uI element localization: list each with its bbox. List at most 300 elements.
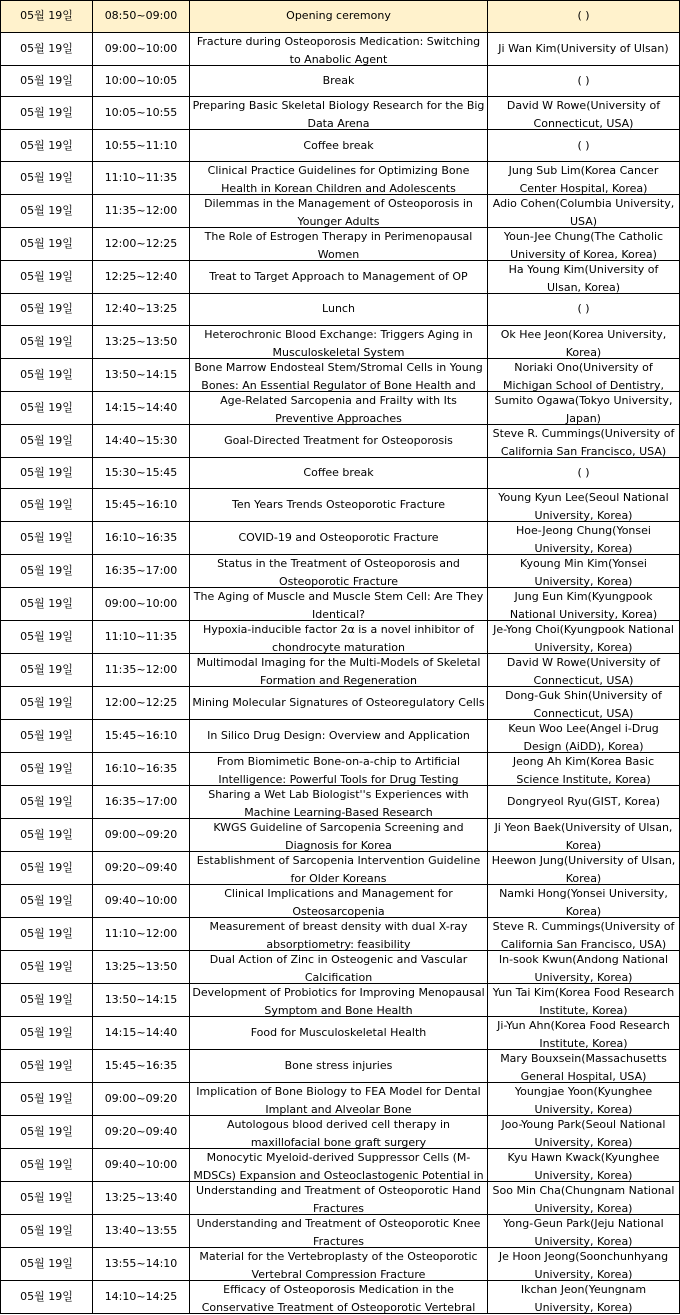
time-cell-text: 09:00~10:00 [104, 597, 178, 611]
title-cell-text: Food for Musculoskeletal Health [250, 1026, 427, 1040]
date-cell-text: 05월 19일 [20, 1092, 73, 1106]
title-cell [190, 720, 488, 753]
time-cell-text: 16:35~17:00 [104, 795, 178, 809]
date-cell-text: 05월 19일 [20, 1257, 73, 1271]
title-cell-text: Autologous blood derived cell therapy in maxillofacial bone graft surgery [226, 1118, 451, 1149]
time-cell [93, 1, 190, 33]
title-cell [190, 687, 488, 720]
date-cell-text: 05월 19일 [20, 1191, 73, 1205]
speaker-cell-text: Kyu Hawn Kwack(Kyunghee University, Korea) [507, 1151, 660, 1182]
time-cell-text: 15:45~16:10 [104, 729, 178, 743]
time-cell [93, 261, 190, 294]
speaker-cell-text: Dong-Guk Shin(University of Connecticut, USA) [505, 689, 662, 720]
time-cell [93, 162, 190, 195]
table-row [1, 1281, 680, 1314]
date-cell [1, 489, 93, 522]
title-cell-text: Bone Marrow Endosteal Stem/Stromal Cells in Young Bones: An Essential Regulator of Bone Health and [194, 360, 483, 391]
time-cell-text: 11:10~12:00 [104, 927, 178, 941]
title-cell [190, 228, 488, 261]
table-row [1, 261, 680, 294]
table-row [1, 358, 680, 391]
title-cell [190, 918, 488, 951]
date-cell [1, 424, 93, 457]
table-row [1, 457, 680, 489]
table-row [1, 522, 680, 555]
title-cell [190, 1149, 488, 1182]
date-cell [1, 984, 93, 1017]
table-row [1, 951, 680, 984]
time-cell-text: 13:25~13:40 [104, 1191, 178, 1205]
time-cell [93, 1017, 190, 1050]
speaker-cell-text: Adio Cohen(Columbia University, USA) [492, 197, 675, 228]
speaker-cell-text: Yun Tai Kim(Korea Food Research Institute, Korea) [492, 986, 675, 1017]
table-row [1, 588, 680, 621]
speaker-cell-text: David W Rowe(University of Connecticut, USA) [506, 656, 661, 687]
table-row [1, 130, 680, 162]
speaker-cell-text: Steve R. Cummings(University of California San Francisco, USA) [492, 920, 675, 951]
date-cell [1, 195, 93, 228]
time-cell-text: 16:10~16:35 [104, 531, 178, 545]
date-cell-text: 05월 19일 [20, 828, 73, 842]
time-cell [93, 1083, 190, 1116]
title-cell-text: Opening ceremony [286, 9, 391, 23]
date-cell-text: 05월 19일 [20, 237, 73, 251]
time-cell [93, 984, 190, 1017]
time-cell [93, 720, 190, 753]
title-cell [190, 1182, 488, 1215]
time-cell-text: 14:15~14:40 [104, 1026, 178, 1040]
table-row [1, 753, 680, 786]
speaker-cell [488, 918, 680, 951]
time-cell-text: 15:45~16:10 [104, 498, 178, 512]
date-cell [1, 261, 93, 294]
title-cell [190, 457, 488, 489]
date-cell-text: 05월 19일 [20, 41, 73, 55]
time-cell [93, 753, 190, 786]
table-row [1, 391, 680, 424]
title-cell [190, 32, 488, 65]
title-cell-text: Efficacy of Osteoporosis Medication in the Conservative Treatment of Osteoporotic Vertebral [201, 1283, 476, 1314]
date-cell-text: 05월 19일 [20, 433, 73, 447]
title-cell-text: Development of Probiotics for Improving Menopausal Symptom and Bone Health [192, 986, 485, 1017]
date-cell [1, 1083, 93, 1116]
table-row [1, 1182, 680, 1215]
title-cell-text: Bone stress injuries [284, 1059, 393, 1073]
date-cell [1, 457, 93, 489]
date-cell [1, 588, 93, 621]
date-cell-text: 05월 19일 [20, 531, 73, 545]
date-cell [1, 1017, 93, 1050]
time-cell [93, 130, 190, 162]
date-cell [1, 358, 93, 391]
speaker-cell [488, 97, 680, 130]
speaker-cell-text: Mary Bouxsein(Massachusetts General Hospital, USA) [500, 1052, 667, 1083]
speaker-cell [488, 588, 680, 621]
date-cell [1, 621, 93, 654]
date-cell-text: 05월 19일 [20, 663, 73, 677]
date-cell-text: 05월 19일 [20, 204, 73, 218]
time-cell-text: 15:30~15:45 [104, 466, 178, 480]
time-cell [93, 1116, 190, 1149]
date-cell [1, 522, 93, 555]
table-row [1, 687, 680, 720]
date-cell [1, 951, 93, 984]
title-cell-text: Coffee break [303, 138, 374, 152]
date-cell [1, 1116, 93, 1149]
speaker-cell [488, 1281, 680, 1314]
date-cell-text: 05월 19일 [20, 74, 73, 88]
time-cell-text: 11:10~11:35 [104, 630, 178, 644]
date-cell [1, 65, 93, 97]
table-row [1, 654, 680, 687]
date-cell-text: 05월 19일 [20, 106, 73, 120]
date-cell [1, 325, 93, 358]
speaker-cell [488, 1017, 680, 1050]
table-row [1, 918, 680, 951]
time-cell-text: 13:40~13:55 [104, 1224, 178, 1238]
title-cell-text: Understanding and Treatment of Osteoporotic Knee Fractures [196, 1217, 481, 1248]
title-cell [190, 984, 488, 1017]
date-cell-text: 05월 19일 [20, 1224, 73, 1238]
time-cell-text: 12:40~13:25 [104, 302, 178, 316]
speaker-cell-text: Sumito Ogawa(Tokyo University, Japan) [494, 393, 673, 424]
speaker-cell-text: ( ) [577, 302, 590, 316]
speaker-cell [488, 555, 680, 588]
time-cell-text: 16:35~17:00 [104, 564, 178, 578]
time-cell-text: 13:25~13:50 [104, 334, 178, 348]
date-cell-text: 05월 19일 [20, 993, 73, 1007]
speaker-cell [488, 358, 680, 391]
title-cell-text: Treat to Target Approach to Management of OP [209, 270, 468, 284]
date-cell [1, 1281, 93, 1314]
time-cell [93, 97, 190, 130]
table-row [1, 162, 680, 195]
date-cell [1, 1248, 93, 1281]
time-cell [93, 555, 190, 588]
title-cell [190, 1215, 488, 1248]
date-cell [1, 786, 93, 819]
time-cell [93, 621, 190, 654]
title-cell-text: Establishment of Sarcopenia Intervention Guideline for Older Koreans [196, 854, 481, 885]
title-cell [190, 1017, 488, 1050]
time-cell-text: 11:10~11:35 [104, 171, 178, 185]
date-cell [1, 885, 93, 918]
title-cell-text: The Role of Estrogen Therapy in Perimenopausal Women [204, 230, 473, 261]
time-cell [93, 687, 190, 720]
date-cell-text: 05월 19일 [20, 466, 73, 480]
speaker-cell-text: ( ) [577, 9, 590, 23]
date-cell [1, 852, 93, 885]
table-row [1, 1083, 680, 1116]
title-cell-text: Material for the Vertebroplasty of the Osteoporotic Vertebral Compression Fracture [199, 1250, 478, 1281]
speaker-cell-text: Youngjae Yoon(Kyunghee University, Korea) [514, 1085, 653, 1116]
date-cell [1, 654, 93, 687]
title-cell-text: Dilemmas in the Management of Osteoporosis in Younger Adults [204, 197, 473, 228]
title-cell [190, 162, 488, 195]
speaker-cell [488, 786, 680, 819]
time-cell-text: 10:55~11:10 [104, 138, 178, 152]
title-cell-text: COVID-19 and Osteoporotic Fracture [238, 531, 439, 545]
date-cell-text: 05월 19일 [20, 302, 73, 316]
title-cell [190, 424, 488, 457]
date-cell [1, 1, 93, 33]
speaker-cell-text: ( ) [577, 74, 590, 88]
time-cell [93, 852, 190, 885]
date-cell-text: 05월 19일 [20, 1290, 73, 1304]
time-cell [93, 918, 190, 951]
date-cell [1, 753, 93, 786]
title-cell-text: Multimodal Imaging for the Multi-Models of Skeletal Formation and Regeneration [196, 656, 481, 687]
date-cell [1, 720, 93, 753]
time-cell [93, 654, 190, 687]
speaker-cell-text: Heewon Jung(University of Ulsan, Korea) [491, 854, 676, 885]
time-cell [93, 1050, 190, 1083]
time-cell-text: 13:25~13:50 [104, 960, 178, 974]
speaker-cell [488, 1248, 680, 1281]
speaker-cell-text: Soo Min Cha(Chungnam National University, Korea) [492, 1184, 675, 1215]
date-cell-text: 05월 19일 [20, 564, 73, 578]
table-row [1, 97, 680, 130]
time-cell [93, 228, 190, 261]
date-cell-text: 05월 19일 [20, 894, 73, 908]
table-row [1, 32, 680, 65]
speaker-cell-text: Ji Yeon Baek(University of Ulsan, Korea) [494, 821, 673, 852]
speaker-cell-text: Kyoung Min Kim(Yonsei University, Korea) [520, 557, 647, 588]
title-cell [190, 1281, 488, 1314]
speaker-cell-text: Ha Young Kim(University of Ulsan, Korea) [508, 263, 659, 294]
date-cell-text: 05월 19일 [20, 597, 73, 611]
title-cell [190, 819, 488, 852]
time-cell-text: 12:00~12:25 [104, 237, 178, 251]
time-cell-text: 13:50~14:15 [104, 993, 178, 1007]
speaker-cell-text: Hoe-Jeong Chung(Yonsei University, Korea) [516, 524, 651, 555]
speaker-cell [488, 32, 680, 65]
date-cell [1, 1182, 93, 1215]
date-cell [1, 228, 93, 261]
title-cell [190, 951, 488, 984]
time-cell-text: 14:15~14:40 [104, 400, 178, 414]
title-cell [190, 654, 488, 687]
time-cell-text: 09:00~10:00 [104, 41, 178, 55]
title-cell [190, 1116, 488, 1149]
title-cell [190, 130, 488, 162]
speaker-cell-text: Ji Wan Kim(University of Ulsan) [498, 41, 669, 55]
date-cell-text: 05월 19일 [20, 1158, 73, 1172]
title-cell-text: Clinical Practice Guidelines for Optimizing Bone Health in Korean Children and Adolescents [207, 164, 470, 195]
table-row [1, 852, 680, 885]
title-cell [190, 1, 488, 33]
table-row [1, 885, 680, 918]
time-cell [93, 424, 190, 457]
time-cell [93, 1215, 190, 1248]
title-cell [190, 786, 488, 819]
date-cell-text: 05월 19일 [20, 1026, 73, 1040]
speaker-cell [488, 1, 680, 33]
table-row [1, 1, 680, 33]
time-cell-text: 13:55~14:10 [104, 1257, 178, 1271]
table-row [1, 819, 680, 852]
speaker-cell [488, 885, 680, 918]
date-cell [1, 32, 93, 65]
title-cell-text: Clinical Implications and Management for Osteosarcopenia [224, 887, 453, 918]
speaker-cell [488, 195, 680, 228]
title-cell [190, 294, 488, 326]
date-cell-text: 05월 19일 [20, 9, 73, 23]
date-cell [1, 555, 93, 588]
speaker-cell [488, 424, 680, 457]
title-cell-text: Monocytic Myeloid-derived Suppressor Cells (M-MDSCs) Expansion and Osteoclastogenic Potential in [193, 1151, 484, 1182]
speaker-cell-text: Je-Yong Choi(Kyungpook National University, Korea) [493, 623, 674, 654]
speaker-cell [488, 753, 680, 786]
table-row [1, 325, 680, 358]
speaker-cell [488, 1116, 680, 1149]
title-cell-text: Measurement of breast density with dual X-ray absorptiometry: feasibility [209, 920, 468, 951]
speaker-cell [488, 162, 680, 195]
title-cell-text: Ten Years Trends Osteoporotic Fracture [232, 498, 445, 512]
speaker-cell-text: ( ) [577, 466, 590, 480]
date-cell [1, 819, 93, 852]
title-cell-text: Mining Molecular Signatures of Osteoregulatory Cells [192, 696, 485, 710]
speaker-cell [488, 489, 680, 522]
title-cell [190, 1248, 488, 1281]
time-cell [93, 885, 190, 918]
date-cell-text: 05월 19일 [20, 270, 73, 284]
date-cell-text: 05월 19일 [20, 1059, 73, 1073]
speaker-cell [488, 720, 680, 753]
speaker-cell-text: Ji-Yun Ahn(Korea Food Research Institute, Korea) [497, 1019, 670, 1050]
time-cell-text: 09:40~10:00 [104, 1158, 178, 1172]
date-cell-text: 05월 19일 [20, 138, 73, 152]
speaker-cell-text: Je Hoon Jeong(Soonchunhyang University, Korea) [498, 1250, 669, 1281]
time-cell-text: 14:40~15:30 [104, 433, 178, 447]
date-cell-text: 05월 19일 [20, 400, 73, 414]
title-cell [190, 489, 488, 522]
date-cell-text: 05월 19일 [20, 1125, 73, 1139]
speaker-cell [488, 852, 680, 885]
time-cell [93, 588, 190, 621]
date-cell-text: 05월 19일 [20, 498, 73, 512]
speaker-cell [488, 654, 680, 687]
speaker-cell-text: Namki Hong(Yonsei University, Korea) [499, 887, 668, 918]
speaker-cell-text: Noriaki Ono(University of Michigan School of Dentistry, [502, 360, 665, 391]
time-cell [93, 457, 190, 489]
speaker-cell-text: Ikchan Jeon(Yeungnam University, Korea) [520, 1283, 647, 1314]
time-cell-text: 11:35~12:00 [104, 204, 178, 218]
title-cell-text: The Aging of Muscle and Muscle Stem Cell: Are They Identical? [193, 590, 484, 621]
table-row [1, 1050, 680, 1083]
table-row [1, 489, 680, 522]
time-cell-text: 10:00~10:05 [104, 74, 178, 88]
speaker-cell-text: Jung Eun Kim(Kyungpook National University, Korea) [509, 590, 658, 621]
time-cell-text: 12:00~12:25 [104, 696, 178, 710]
table-row [1, 1149, 680, 1182]
time-cell [93, 294, 190, 326]
table-row [1, 1215, 680, 1248]
time-cell-text: 15:45~16:35 [104, 1059, 178, 1073]
speaker-cell-text: Yong-Geun Park(Jeju National University, Korea) [503, 1217, 664, 1248]
table-row [1, 228, 680, 261]
date-cell-text: 05월 19일 [20, 171, 73, 185]
time-cell [93, 65, 190, 97]
title-cell-text: From Biomimetic Bone-on-a-chip to Artificial Intelligence: Powerful Tools for Drug Testing [216, 755, 461, 786]
speaker-cell [488, 984, 680, 1017]
date-cell [1, 1215, 93, 1248]
table-row [1, 65, 680, 97]
speaker-cell-text: Steve R. Cummings(University of California San Francisco, USA) [492, 426, 675, 457]
time-cell-text: 09:00~09:20 [104, 1092, 178, 1106]
time-cell [93, 489, 190, 522]
speaker-cell [488, 457, 680, 489]
title-cell [190, 195, 488, 228]
speaker-cell [488, 819, 680, 852]
date-cell [1, 162, 93, 195]
speaker-cell [488, 1149, 680, 1182]
title-cell [190, 522, 488, 555]
speaker-cell-text: Joo-Young Park(Seoul National University, Korea) [501, 1118, 666, 1149]
speaker-cell [488, 621, 680, 654]
date-cell-text: 05월 19일 [20, 367, 73, 381]
table-row [1, 424, 680, 457]
title-cell-text: Hypoxia-inducible factor 2α is a novel inhibitor of chondrocyte maturation [202, 623, 475, 654]
date-cell [1, 97, 93, 130]
speaker-cell-text: In-sook Kwun(Andong National University, Korea) [498, 953, 669, 984]
speaker-cell [488, 522, 680, 555]
title-cell [190, 621, 488, 654]
time-cell-text: 09:00~09:20 [104, 828, 178, 842]
speaker-cell-text: Ok Hee Jeon(Korea University, Korea) [500, 327, 667, 358]
speaker-cell [488, 261, 680, 294]
title-cell [190, 852, 488, 885]
title-cell-text: KWGS Guideline of Sarcopenia Screening and Diagnosis for Korea [213, 821, 464, 852]
time-cell-text: 12:25~12:40 [104, 270, 178, 284]
speaker-cell-text: David W Rowe(University of Connecticut, USA) [506, 99, 661, 130]
speaker-cell-text: Jung Sub Lim(Korea Cancer Center Hospital, Korea) [508, 164, 659, 195]
time-cell-text: 13:50~14:15 [104, 367, 178, 381]
speaker-cell-text: Youn-Jee Chung(The Catholic University of Korea, Korea) [503, 230, 664, 261]
time-cell [93, 391, 190, 424]
time-cell-text: 14:10~14:25 [104, 1290, 178, 1304]
title-cell-text: Age-Related Sarcopenia and Frailty with Its Preventive Approaches [220, 393, 457, 424]
title-cell-text: Dual Action of Zinc in Osteogenic and Vascular Calcification [209, 953, 468, 984]
speaker-cell-text: Keun Woo Lee(Angel i-Drug Design (AiDD), Korea) [508, 722, 659, 753]
speaker-cell [488, 65, 680, 97]
speaker-cell [488, 1050, 680, 1083]
title-cell [190, 325, 488, 358]
speaker-cell [488, 951, 680, 984]
time-cell-text: 16:10~16:35 [104, 762, 178, 776]
table-row [1, 555, 680, 588]
time-cell [93, 786, 190, 819]
time-cell [93, 522, 190, 555]
date-cell-text: 05월 19일 [20, 927, 73, 941]
title-cell [190, 753, 488, 786]
table-row [1, 786, 680, 819]
table-row [1, 720, 680, 753]
speaker-cell [488, 1182, 680, 1215]
schedule-body [1, 1, 680, 1314]
date-cell-text: 05월 19일 [20, 795, 73, 809]
date-cell [1, 294, 93, 326]
title-cell-text: Preparing Basic Skeletal Biology Research for the Big Data Arena [192, 99, 485, 130]
date-cell-text: 05월 19일 [20, 729, 73, 743]
title-cell-text: Sharing a Wet Lab Biologist''s Experiences with Machine Learning-Based Research [208, 788, 469, 819]
time-cell [93, 1248, 190, 1281]
table-row [1, 1116, 680, 1149]
title-cell [190, 97, 488, 130]
table-row [1, 294, 680, 326]
title-cell-text: Implication of Bone Biology to FEA Model for Dental Implant and Alveolar Bone [196, 1085, 481, 1116]
date-cell [1, 918, 93, 951]
